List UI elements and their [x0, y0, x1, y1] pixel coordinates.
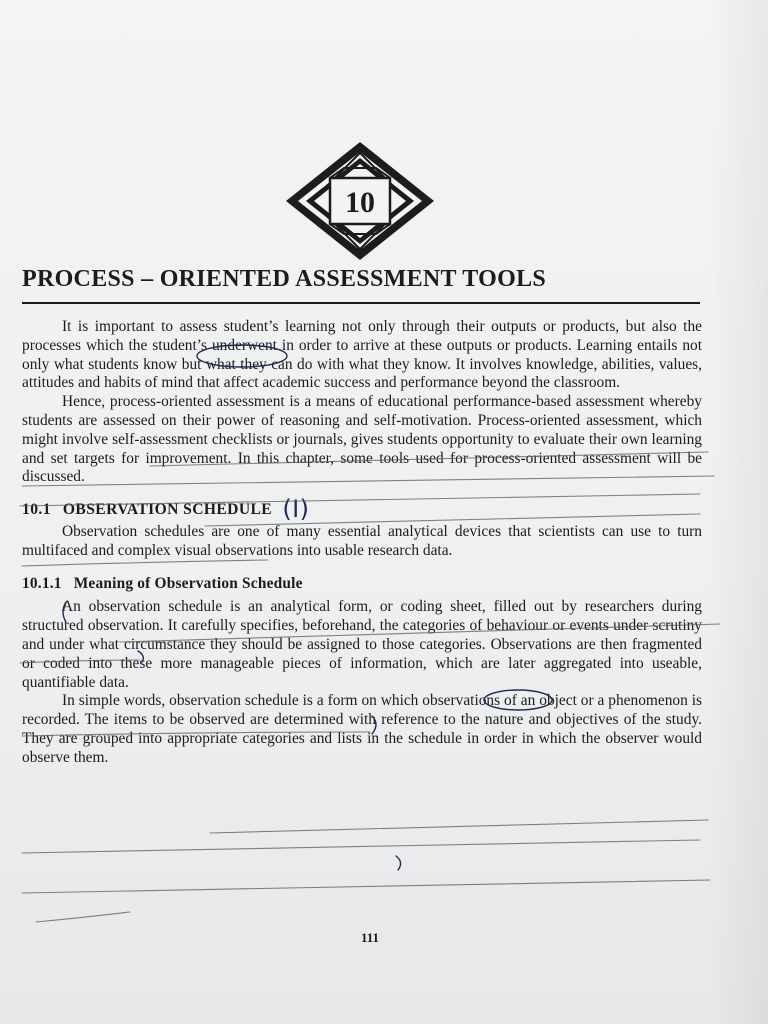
subsection-heading-meaning: [22, 575, 702, 594]
paragraph-intro-2: Hence, process-oriented assessment is a means of educational performance-based assessment whereby students are assessed on their power of reasoning and self-motivation. Process-oriented assessment, which might involve self-assessment checklists or journals, gives students opportunity to evaluate their own learning and set targets for improvement. In this chapter, some tools used for process-oriented assessment will be discussed.: [22, 393, 702, 486]
pencil-underline-9: [210, 820, 708, 833]
paragraph-observation-1: Observation schedules are one of many essential analytical devices that scientists can use to turn multifaced and complex visual observations into usable research data.: [22, 522, 702, 559]
paragraph-meaning-1: An observation schedule is an analytical form, or coding sheet, filled out by researchers during structured observation. It carefully specifies, beforehand, the categories of behaviour or events under scrutiny and under what circumstance they should be assigned to those categories. Observations are then fragmented or coded into these more manageable pieces of information, which are later aggregated into useable, quantifiable data.: [22, 598, 702, 691]
subsection-number: 10.1.1: [22, 574, 62, 592]
pencil-underline-12: [36, 912, 130, 922]
section-number: 10.1: [22, 501, 51, 519]
chapter-number-emblem: [284, 140, 436, 262]
paragraph-meaning-2: In simple words, observation schedule is a form on which observations of an object or a phenomenon is recorded. The items to be observed are determined with reference to the nature and objectives of the study. They are grouped into appropriate categories and lists in the schedule in order in which the observer would observe them.: [22, 692, 702, 766]
ink-stroke-study-end: [396, 856, 401, 870]
page-number: 111: [360, 930, 380, 945]
paragraph-intro-1: It is important to assess student’s learning not only through their outputs or products, but also the processes which the student’s underwent in order to arrive at these outputs or products. Learning entails not only what students know but what they can do with what they know. It involves knowledge, abilities, values, attitudes and habits of mind that affect academic success and performance beyond the classroom.: [22, 318, 702, 392]
handwritten-annotation: (I): [282, 495, 310, 524]
page-body: [22, 318, 702, 768]
pencil-underline-10: [22, 840, 700, 853]
section-heading-observation-schedule: [22, 495, 702, 524]
title-divider: [22, 302, 700, 304]
subsection-title: Meaning of Observation Schedule: [73, 574, 303, 592]
chapter-title: PROCESS – ORIENTED ASSESSMENT TOOLS: [22, 266, 547, 292]
pencil-underline-11: [22, 880, 710, 893]
chapter-number: 10: [345, 186, 375, 219]
section-title: OBSERVATION SCHEDULE: [62, 501, 273, 519]
